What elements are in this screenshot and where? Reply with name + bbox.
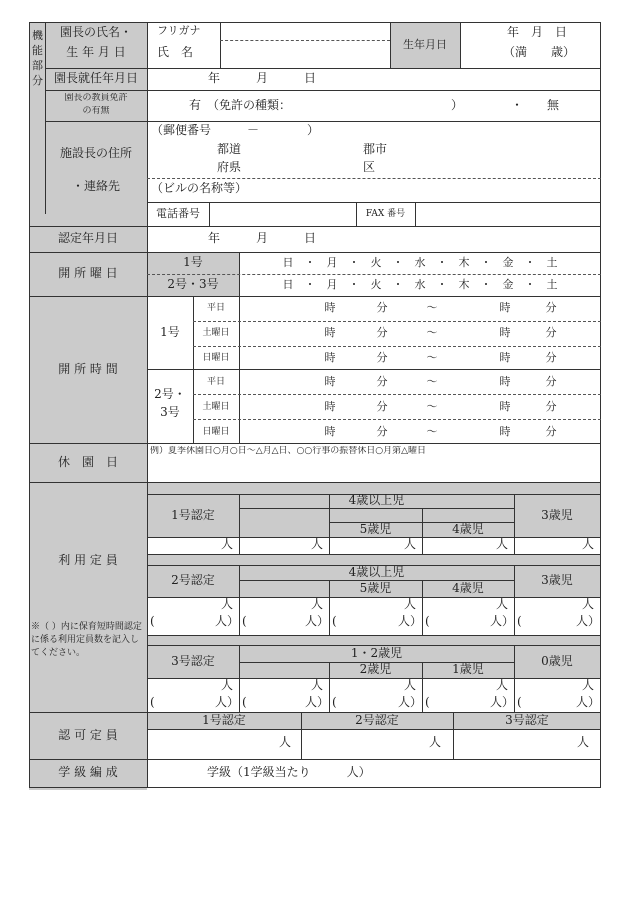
capacity-paren-open-1-3: ( [425, 615, 430, 628]
capacity-short-person-1-2[interactable]: 人） [398, 615, 423, 628]
authorized-type-2: 2号認定 [355, 712, 399, 727]
open-hours-label: 開 所 時 間 [58, 361, 118, 376]
capacity-short-person-1-0[interactable]: 人） [215, 615, 240, 628]
contact-label: ・連絡先 [71, 180, 120, 193]
fax-input[interactable] [416, 203, 600, 226]
capacity-paren-open-2-4: ( [517, 696, 522, 709]
hours-end-hour-0[interactable]: 時 [499, 300, 511, 314]
hours-tilde-0: ～ [426, 300, 438, 314]
hours-tilde-4: ～ [426, 399, 438, 413]
hours-end-minute-4[interactable]: 分 [545, 399, 557, 413]
hours-daytype-3: 平日 [206, 376, 225, 387]
capacity-label: 利 用 定 員 [58, 553, 118, 568]
city-1: 郡市 [363, 143, 388, 156]
hours-start-minute-5[interactable]: 分 [376, 424, 388, 438]
capacity-person-0-2[interactable]: 人 [404, 538, 417, 551]
building-name[interactable]: （ビルの名称等） [151, 182, 248, 195]
hours-start-hour-4[interactable]: 時 [324, 399, 336, 413]
hours-end-hour-5[interactable]: 時 [499, 424, 511, 438]
capacity-group-0: 4歳以上児 [348, 494, 405, 508]
capacity-person-1-1[interactable]: 人 [311, 598, 324, 611]
hours-daytype-1: 土曜日 [202, 327, 230, 338]
capacity-person-1-4[interactable]: 人 [582, 598, 595, 611]
hours-start-hour-2[interactable]: 時 [324, 350, 336, 364]
capacity-paren-open-2-3: ( [425, 696, 430, 709]
capacity-band-1 [147, 482, 601, 494]
prefecture-1: 都道 [217, 143, 242, 156]
fax-label: FAX 番号 [365, 209, 406, 220]
capacity-short-person-2-3[interactable]: 人） [490, 696, 515, 709]
capacity-sub2-2: 1歳児 [452, 662, 484, 677]
hours-start-hour-5[interactable]: 時 [324, 424, 336, 438]
principal-birth-label: 生 年 月 日 [66, 46, 126, 59]
city-2: 区 [363, 161, 376, 174]
hours-start-minute-2[interactable]: 分 [376, 350, 388, 364]
capacity-band-3 [147, 635, 601, 645]
capacity-person-2-3[interactable]: 人 [496, 679, 509, 692]
capacity-person-2-4[interactable]: 人 [582, 679, 595, 692]
open-days-type-1: 1号 [183, 255, 203, 270]
capacity-person-1-3[interactable]: 人 [496, 598, 509, 611]
capacity-short-person-2-0[interactable]: 人） [215, 696, 240, 709]
hours-start-hour-3[interactable]: 時 [324, 374, 336, 388]
capacity-person-2-0[interactable]: 人 [221, 679, 234, 692]
capacity-sub1-2: 2歳児 [359, 662, 392, 677]
tenure-value[interactable]: 年 月 日 [207, 71, 316, 86]
hours-daytype-5: 日曜日 [202, 426, 230, 437]
capacity-short-person-2-1[interactable]: 人） [305, 696, 330, 709]
hours-tilde-5: ～ [426, 424, 438, 438]
holidays-example[interactable]: 例）夏季休園日○月○日～△月△日、○○行事の振替休日○月第△曜日 [150, 446, 427, 456]
open-days-values-1[interactable]: 日 ・ 月 ・ 火 ・ 水 ・ 木 ・ 金 ・ 土 [282, 255, 558, 269]
capacity-short-person-1-1[interactable]: 人） [305, 615, 330, 628]
capacity-paren-open-2-0: ( [150, 696, 155, 709]
open-days-values-2[interactable]: 日 ・ 月 ・ 火 ・ 水 ・ 木 ・ 金 ・ 土 [282, 277, 558, 291]
capacity-paren-open-1-4: ( [517, 615, 522, 628]
authorized-label: 認 可 定 員 [58, 727, 118, 742]
capacity-type-0: 1号認定 [171, 507, 215, 522]
authorized-person-2[interactable]: 人 [429, 736, 442, 749]
capacity-last-0: 3歳児 [541, 507, 573, 522]
open-hours-group-2b: 3号 [160, 406, 180, 419]
authorized-person-1[interactable]: 人 [279, 736, 292, 749]
classes-value[interactable]: 学級（1学級当たり 人） [207, 766, 371, 779]
hours-end-minute-1[interactable]: 分 [545, 325, 557, 339]
open-days-label: 開 所 曜 日 [58, 266, 118, 281]
birth-value[interactable]: 年 月 日 [507, 26, 568, 39]
phone-label: 電話番号 [156, 207, 200, 221]
capacity-short-person-1-4[interactable]: 人） [576, 615, 601, 628]
capacity-sub1-0: 5歳児 [359, 522, 392, 536]
holidays-label: 休 園 日 [57, 454, 118, 469]
capacity-last-1: 3歳児 [541, 573, 573, 588]
capacity-person-0-3[interactable]: 人 [496, 538, 509, 551]
shimei-label: 氏 名 [157, 46, 194, 59]
principal-name-label: 園長の氏名・ [59, 26, 132, 39]
hours-start-minute-0[interactable]: 分 [376, 300, 388, 314]
furigana-label: フリガナ [157, 25, 201, 37]
hours-tilde-1: ～ [426, 325, 438, 339]
hours-end-minute-5[interactable]: 分 [545, 424, 557, 438]
capacity-paren-open-1-1: ( [242, 615, 247, 628]
capacity-short-person-2-4[interactable]: 人） [576, 696, 601, 709]
facility-form [29, 22, 601, 788]
capacity-paren-open-2-1: ( [242, 696, 247, 709]
license-label-1: 園長の教員免許 [64, 93, 128, 103]
capacity-short-person-1-3[interactable]: 人） [490, 615, 515, 628]
hours-daytype-0: 平日 [206, 302, 225, 313]
capacity-type-2: 3号認定 [171, 653, 215, 668]
authorized-type-3: 3号認定 [505, 712, 549, 727]
capacity-person-0-0[interactable]: 人 [221, 538, 234, 551]
hours-end-minute-0[interactable]: 分 [545, 300, 557, 314]
classes-label: 学 級 編 成 [58, 765, 118, 780]
capacity-person-0-1[interactable]: 人 [311, 538, 324, 551]
furigana-input[interactable] [221, 23, 389, 40]
capacity-person-1-2[interactable]: 人 [404, 598, 417, 611]
hours-start-hour-0[interactable]: 時 [324, 300, 336, 314]
hours-daytype-2: 日曜日 [202, 352, 230, 363]
capacity-paren-open-1-0: ( [150, 615, 155, 628]
address-label: 施設長の住所 [59, 147, 132, 160]
capacity-sub2-0: 4歳児 [452, 522, 484, 536]
license-yes[interactable]: 有 （免許の種類： [189, 99, 292, 112]
capacity-type-1: 2号認定 [171, 573, 215, 588]
license-label-2: の有無 [82, 106, 110, 116]
age-value[interactable]: （満 歳） [503, 46, 576, 59]
capacity-person-2-2[interactable]: 人 [404, 679, 417, 692]
license-no[interactable]: ・ 無 [511, 99, 560, 112]
hours-start-minute-1[interactable]: 分 [376, 325, 388, 339]
capacity-note: ※（ ）内に保育短時間認定に係る利用定員数を記入してください。 [31, 622, 142, 659]
capacity-paren-open-2-2: ( [332, 696, 337, 709]
capacity-sub1-1: 5歳児 [359, 580, 392, 595]
authorized-type-1: 1号認定 [202, 712, 246, 727]
authorized-person-3[interactable]: 人 [577, 736, 590, 749]
capacity-person-0-4[interactable]: 人 [582, 538, 595, 551]
open-hours-group-1: 1号 [160, 324, 180, 339]
phone-input[interactable] [210, 203, 356, 226]
capacity-person-1-0[interactable]: 人 [221, 598, 234, 611]
prefecture-2: 府県 [217, 161, 242, 174]
capacity-paren-open-1-2: ( [332, 615, 337, 628]
capacity-sub2-1: 4歳児 [452, 580, 484, 595]
hours-start-minute-3[interactable]: 分 [376, 374, 388, 388]
hours-end-hour-4[interactable]: 時 [499, 399, 511, 413]
license-close: ） [451, 99, 464, 112]
approval-date-value[interactable]: 年 月 日 [207, 231, 316, 246]
hours-tilde-2: ～ [426, 350, 438, 364]
capacity-group-2: 1・2歳児 [350, 645, 403, 660]
hours-tilde-3: ～ [426, 374, 438, 388]
hours-start-minute-4[interactable]: 分 [376, 399, 388, 413]
approval-date-label: 認定年月日 [57, 231, 118, 246]
capacity-group-1: 4歳以上児 [348, 565, 405, 579]
hours-end-hour-3[interactable]: 時 [499, 374, 511, 388]
hours-end-minute-3[interactable]: 分 [545, 374, 557, 388]
hours-end-hour-1[interactable]: 時 [499, 325, 511, 339]
open-days-type-2: 2号・3号 [167, 277, 219, 292]
hours-end-hour-2[interactable]: 時 [499, 350, 511, 364]
hours-daytype-4: 土曜日 [202, 401, 230, 412]
birth-label: 生年月日 [403, 37, 447, 51]
hours-start-hour-1[interactable]: 時 [324, 325, 336, 339]
tenure-label: 園長就任年月日 [53, 71, 138, 86]
section-label: 機能部分 [32, 29, 43, 87]
name-input[interactable] [221, 41, 389, 67]
open-hours-group-2a: 2号・ [154, 388, 186, 401]
capacity-short-person-2-2[interactable]: 人） [398, 696, 423, 709]
capacity-band-2 [147, 554, 601, 565]
capacity-last-2: 0歳児 [541, 653, 573, 668]
capacity-person-2-1[interactable]: 人 [311, 679, 324, 692]
postal-code[interactable]: （郵便番号 － ） [151, 124, 320, 137]
hours-end-minute-2[interactable]: 分 [545, 350, 557, 364]
